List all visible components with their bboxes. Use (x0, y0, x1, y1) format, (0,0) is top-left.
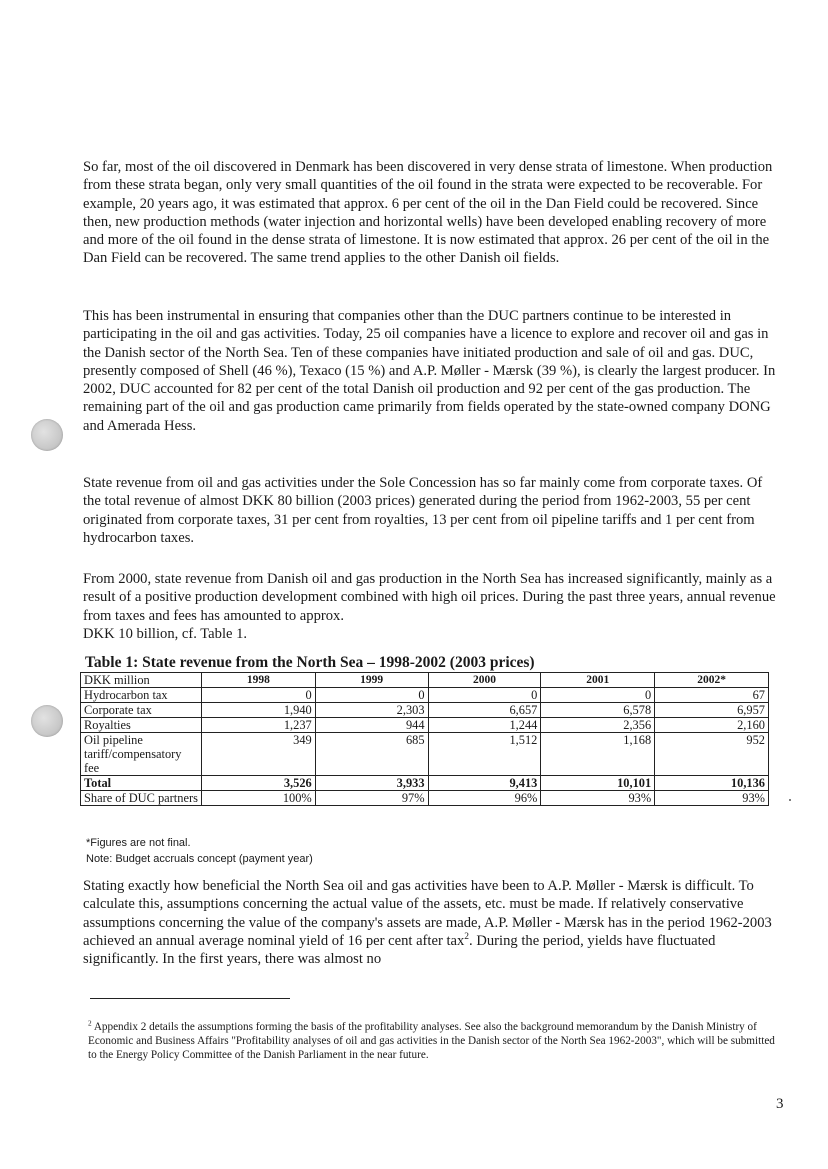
scan-speck (789, 799, 791, 801)
table-cell: 2,160 (655, 718, 769, 733)
table-cell: 96% (428, 791, 541, 806)
table-cell: 0 (315, 688, 428, 703)
row-label: Share of DUC partners (81, 791, 202, 806)
table-cell: 2,303 (315, 703, 428, 718)
table-header-cell: 2002* (655, 673, 769, 688)
table-cell: 97% (315, 791, 428, 806)
paragraph-maersk-yield-text: Stating exactly how beneficial the North Sea oil and gas activities have been to A.P. Møller - Mærsk is difficult. To calculate this, assumptions concerning the actual value of the assets, etc. must be made. If relatively conservative assumptions concerning the value of the company's assets are made, A.P. Møller - Mærsk has in the period 1962-2003 achieved an annual average nominal yield of 16 per cent after tax (83, 878, 772, 949)
table-row-corporate-tax (81, 703, 769, 718)
table-cell: 0 (428, 688, 541, 703)
table-header-row (81, 673, 769, 688)
paragraph-maersk-yield (83, 877, 781, 968)
table-cell: 944 (315, 718, 428, 733)
table-cell: 1,512 (428, 733, 541, 776)
row-label: Royalties (81, 718, 202, 733)
revenue-table (80, 672, 769, 806)
table-cell: 2,356 (541, 718, 655, 733)
punch-hole-lower (31, 705, 63, 737)
table-header-cell: 2001 (541, 673, 655, 688)
table-row-share-duc (81, 791, 769, 806)
table-cell: 67 (655, 688, 769, 703)
paragraph-revenue-increase (83, 570, 783, 643)
footnote-text: Appendix 2 details the assumptions forming the basis of the profitability analyses. See also the background memorandum by the Danish Ministry of Economic and Business Affairs "Profitability analyses of oil and gas activities in the Danish sector of the North Sea 1962-2003", which will be submitted to the Energy Policy Committee of the Danish Parliament in the near future. (88, 1021, 775, 1062)
row-label: Oil pipeline tariff/compensatory fee (81, 733, 202, 776)
table-cell: 1,940 (201, 703, 315, 718)
table-note-budget: Note: Budget accruals concept (payment year) (86, 853, 313, 865)
table-cell: 1,168 (541, 733, 655, 776)
table-cell: 0 (201, 688, 315, 703)
table-cell: 10,136 (655, 776, 769, 791)
table-row-oil-pipeline (81, 733, 769, 776)
table-cell: 3,933 (315, 776, 428, 791)
page-number: 3 (776, 1096, 784, 1112)
row-label: Corporate tax (81, 703, 202, 718)
paragraph-companies: This has been instrumental in ensuring that companies other than the DUC partners continue to be interested in participating in the oil and gas activities. Today, 25 oil companies have a licence to explore and recover oil and gas in the Danish sector of the North Sea. Ten of these companies have initiated production and sale of oil and gas. DUC, presently composed of Shell (46 %), Texaco (15 %) and A.P. Møller - Mærsk (39 %), is clearly the largest producer. In 2002, DUC accounted for 82 per cent of the total Danish oil production and 92 per cent of the gas production. The remaining part of the oil and gas production came primarily from fields operated by the state-owned company DONG and Amerada Hess. (83, 308, 776, 434)
paragraph-maersk-yield-tail: . During the period, yields have fluctuated significantly. In the first years, there was almost no (83, 932, 716, 968)
table-header-cell: DKK million (81, 673, 202, 688)
table-cell: 952 (655, 733, 769, 776)
paragraph-state-revenue: State revenue from oil and gas activities under the Sole Concession has so far mainly come from corporate taxes. Of the total revenue of almost DKK 80 billion (2003 prices) generated during the period from 1962-2003, 55 per cent originated from corporate taxes, 31 per cent from royalties, 13 per cent from oil pipeline tariffs and 1 per cent from hydrocarbon taxes. (83, 475, 763, 546)
table-cell: 6,957 (655, 703, 769, 718)
table-cell: 93% (541, 791, 655, 806)
table-cell: 9,413 (428, 776, 541, 791)
footnote-divider (90, 998, 290, 999)
punch-hole-upper (31, 419, 63, 451)
table-cell: 3,526 (201, 776, 315, 791)
footnote (88, 1020, 778, 1063)
table-cell: 93% (655, 791, 769, 806)
paragraph-revenue-increase-text: From 2000, state revenue from Danish oil and gas production in the North Sea has increased significantly, mainly as a result of a positive production development combined with high oil prices. During the past three years, annual revenue from taxes and fees has amounted to approx. (83, 571, 776, 624)
table-cell: 349 (201, 733, 315, 776)
table-header-cell: 2000 (428, 673, 541, 688)
row-label: Hydrocarbon tax (81, 688, 202, 703)
table-cell: 6,578 (541, 703, 655, 718)
row-label: Total (81, 776, 202, 791)
table-cell: 6,657 (428, 703, 541, 718)
table-header-cell: 1998 (201, 673, 315, 688)
table-cell: 100% (201, 791, 315, 806)
paragraph-revenue-increase-tail: DKK 10 billion, cf. Table 1. (83, 625, 248, 642)
table-cell: 0 (541, 688, 655, 703)
footnote-reference: 2 (464, 932, 470, 943)
table-title: Table 1: State revenue from the North Sea – 1998-2002 (2003 prices) (85, 654, 535, 671)
table-row-hydrocarbon-tax (81, 688, 769, 703)
table-header-cell: 1999 (315, 673, 428, 688)
table-note-figures: *Figures are not final. (86, 837, 191, 849)
table-cell: 1,244 (428, 718, 541, 733)
paragraph-limestone: So far, most of the oil discovered in Denmark has been discovered in very dense strata of limestone. When production from these strata began, only very small quantities of the oil found in the strata were expected to be recoverable. For example, 20 years ago, it was estimated that approx. 6 per cent of the oil in the Dan Field could be recovered. Since then, new production methods (water injection and horizontal wells) have been developed enabling recovery of more and more of the oil found in the dense strata of limestone. It is now estimated that approx. 26 per cent of the oil in the Dan Field can be recovered. The same trend applies to the other Danish oil fields. (83, 159, 773, 267)
table-cell: 10,101 (541, 776, 655, 791)
table-cell: 685 (315, 733, 428, 776)
table-cell: 1,237 (201, 718, 315, 733)
table-row-royalties (81, 718, 769, 733)
table-row-total (81, 776, 769, 791)
footnote-marker: 2 (88, 1019, 92, 1028)
